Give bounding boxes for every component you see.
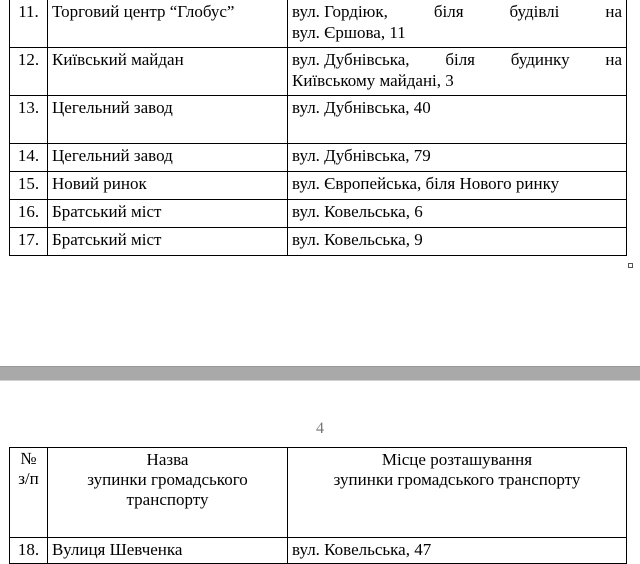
address-word: на	[605, 2, 622, 21]
row-number: 14.	[10, 144, 48, 172]
row-number: 11.	[10, 0, 48, 48]
row-number: 16.	[10, 200, 48, 228]
column-header-number	[10, 448, 48, 538]
header-line: Назва	[146, 450, 189, 469]
header-line: №	[20, 449, 37, 468]
stop-name: Братський міст	[48, 200, 288, 228]
stop-address: вул. Дубнівська, 40	[288, 96, 627, 144]
table-header-row	[10, 448, 627, 538]
row-number: 17.	[10, 228, 48, 256]
stop-name: Цегельний завод	[48, 96, 288, 144]
header-line: зупинки громадського транспорту	[333, 470, 581, 489]
table-row	[10, 0, 627, 48]
stop-name: Новий ринок	[48, 172, 288, 200]
table-row	[10, 228, 627, 256]
table-row	[10, 96, 627, 144]
address-line-2: Київському майдані, 3	[292, 71, 454, 90]
stop-name: Цегельний завод	[48, 144, 288, 172]
stop-address	[288, 0, 627, 48]
address-line-2: вул. Єршова, 11	[292, 23, 406, 42]
address-word: на	[605, 50, 622, 69]
address-line-1	[292, 49, 622, 70]
stop-name: Братський міст	[48, 228, 288, 256]
page-break-gap	[0, 366, 640, 381]
table-row	[10, 48, 627, 96]
row-number: 12.	[10, 48, 48, 96]
page-number: 4	[316, 420, 324, 437]
address-word: біля	[433, 2, 464, 21]
header-line: Місце розташування	[381, 450, 533, 469]
table-resize-handle[interactable]	[628, 263, 633, 268]
stop-address: вул. Дубнівська, 79	[288, 144, 627, 172]
table-row	[10, 144, 627, 172]
header-line: зупинки громадського	[87, 470, 248, 489]
row-number: 18.	[10, 538, 48, 564]
stops-table-continued	[9, 0, 627, 256]
table-row	[10, 172, 627, 200]
header-line: з/п	[18, 469, 39, 488]
address-word: вул. Гордіюк,	[292, 2, 388, 21]
address-word: будівлі	[509, 2, 560, 21]
stop-address: вул. Ковельська, 47	[288, 538, 627, 564]
address-word: біля	[445, 50, 476, 69]
column-header-name	[48, 448, 288, 538]
table-row	[10, 538, 627, 564]
stop-address: вул. Європейська, біля Нового ринку	[288, 172, 627, 200]
header-line: транспорту	[126, 490, 209, 509]
stops-table	[9, 447, 627, 564]
row-number: 15.	[10, 172, 48, 200]
row-number: 13.	[10, 96, 48, 144]
stop-address: вул. Ковельська, 6	[288, 200, 627, 228]
address-word: будинку	[510, 50, 570, 69]
address-line-1	[292, 1, 622, 22]
stop-name: Київський майдан	[48, 48, 288, 96]
table-row	[10, 200, 627, 228]
stop-name: Вулиця Шевченка	[48, 538, 288, 564]
stop-address: вул. Ковельська, 9	[288, 228, 627, 256]
stop-address	[288, 48, 627, 96]
column-header-address	[288, 448, 627, 538]
stop-name: Торговий центр “Глобус”	[48, 0, 288, 48]
address-word: вул. Дубнівська,	[292, 50, 410, 69]
